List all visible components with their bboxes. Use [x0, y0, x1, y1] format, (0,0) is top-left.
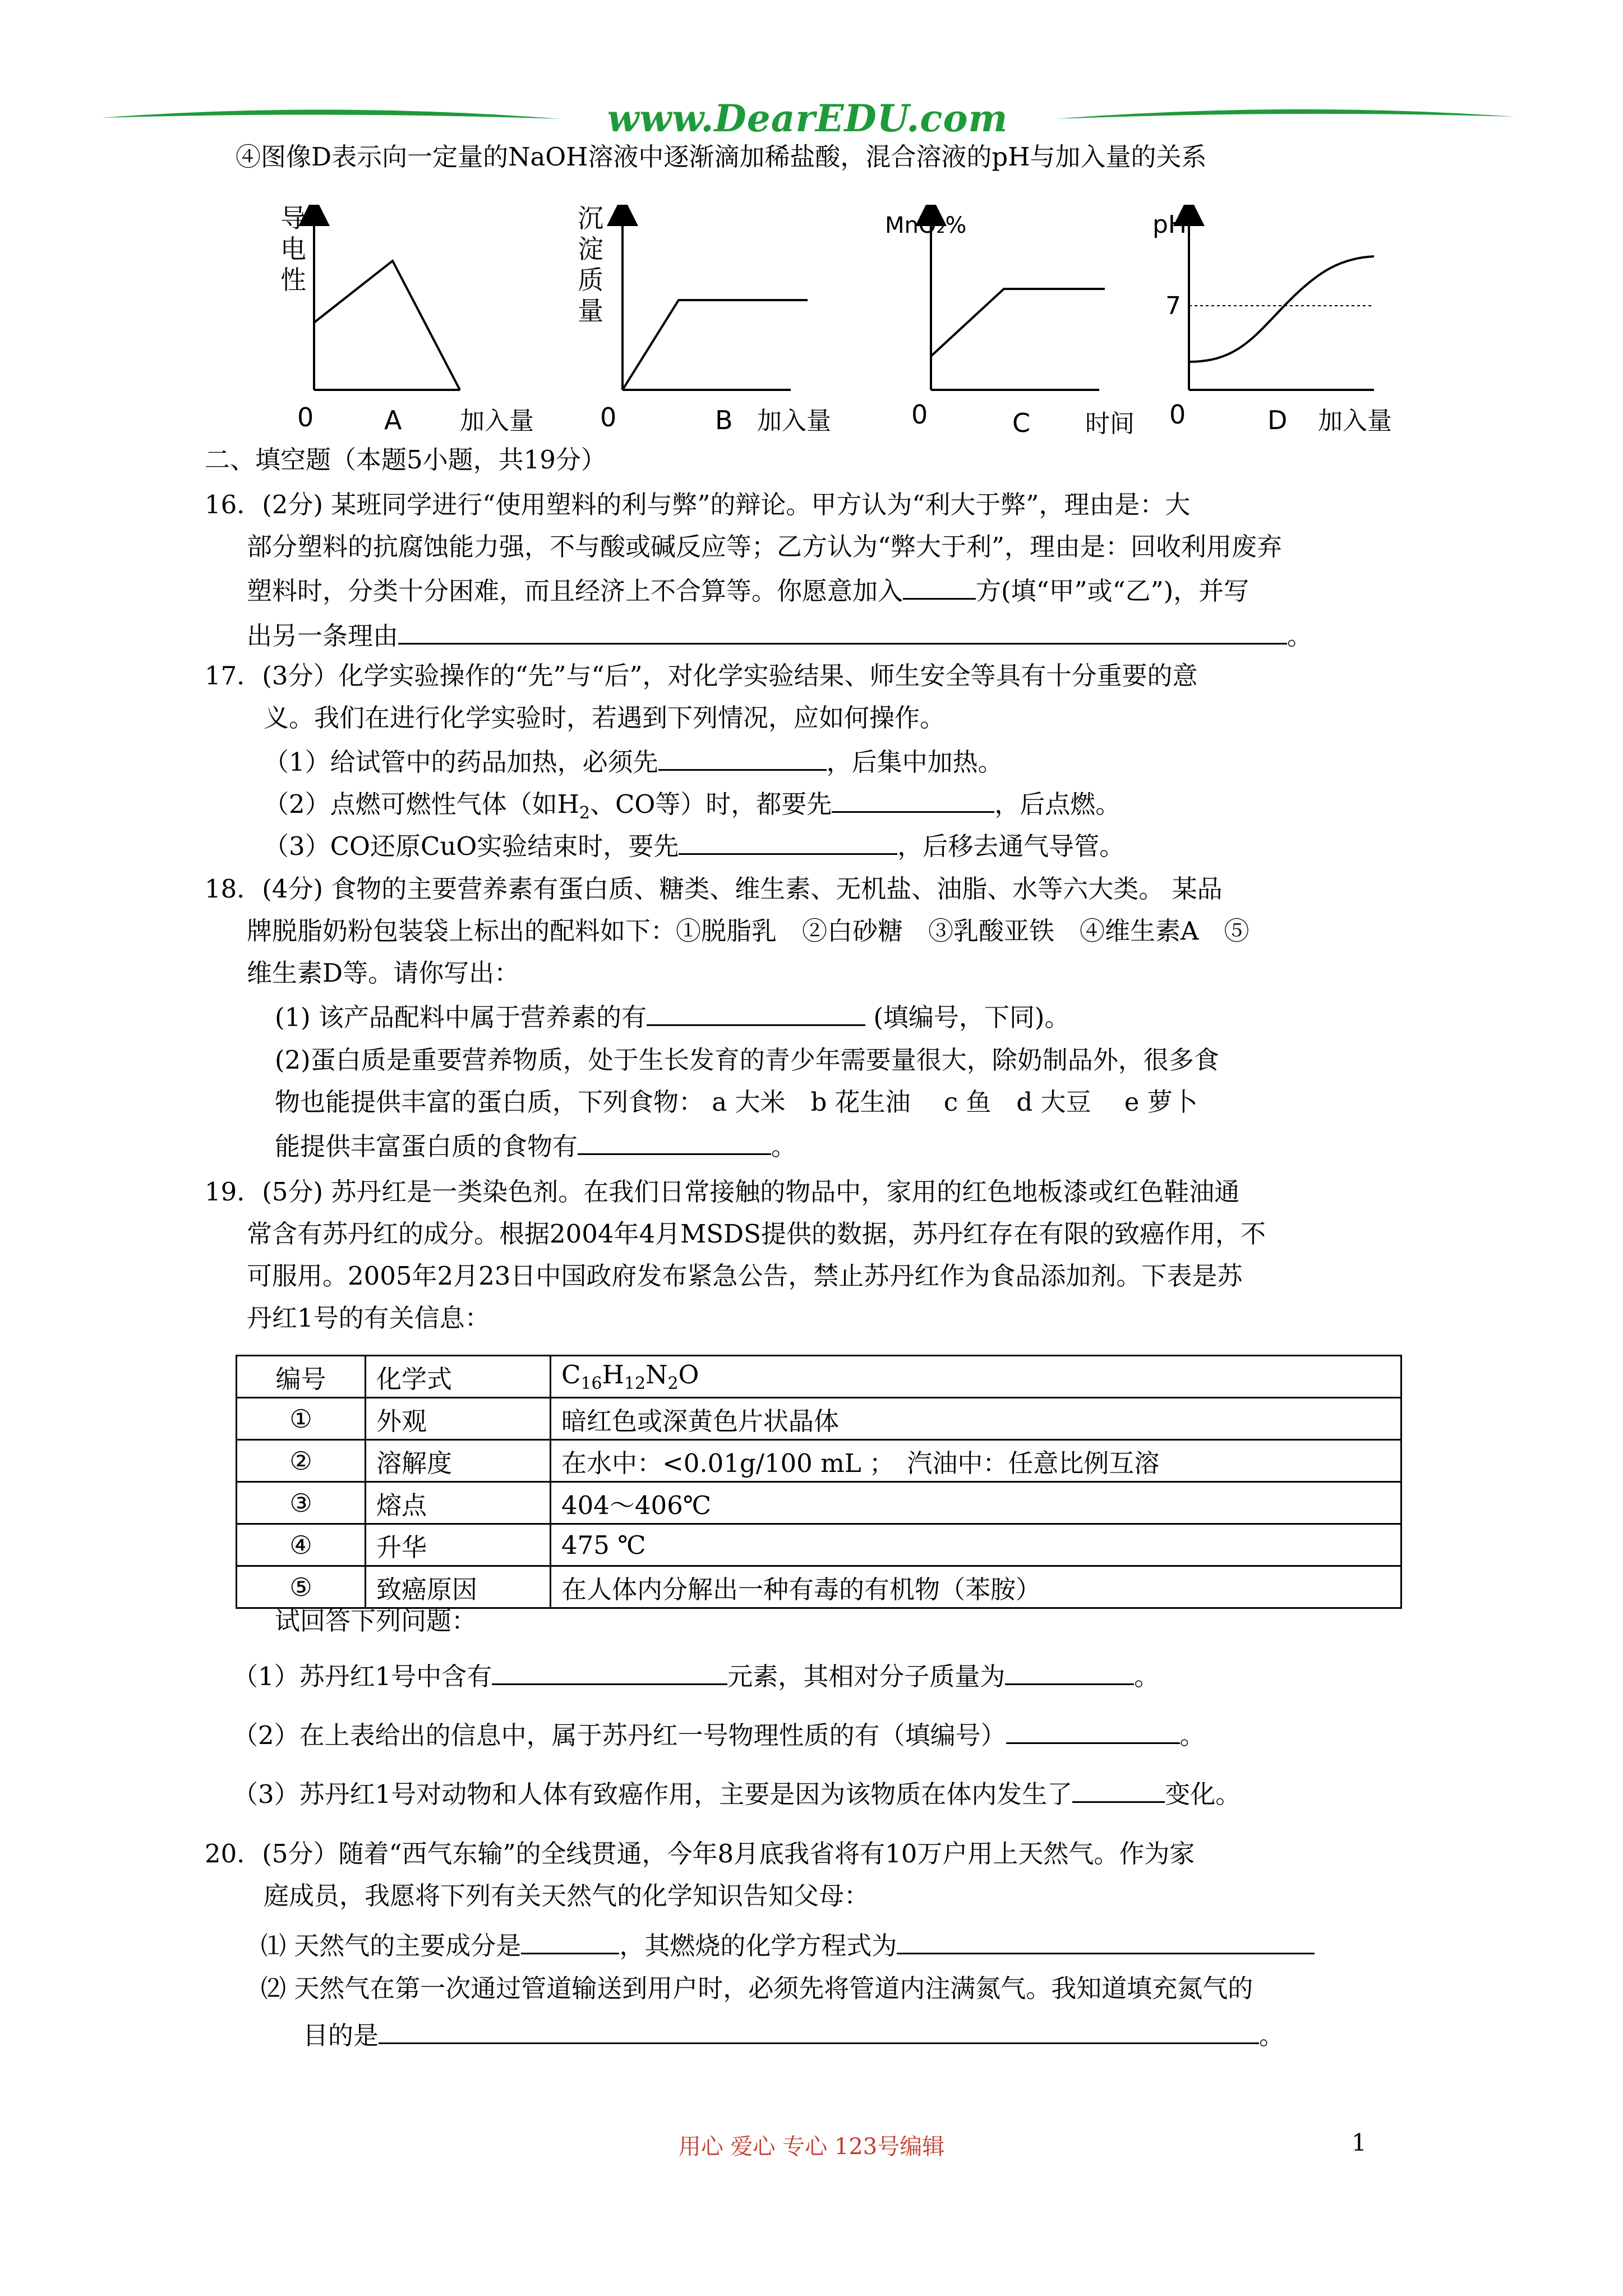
q16-line-3 — [247, 572, 1249, 608]
table-cell-value: 在人体内分解出一种有毒的有机物（苯胺） — [551, 1566, 1401, 1608]
q18-sub-1-text: (1) 该产品配料中属于营养素的有 — [275, 1002, 647, 1032]
q20-line-1: 20．(5分）随着“西气东输”的全线贯通，今年8月底我省将有10万户用上天然气。作为家 — [205, 1839, 1195, 1869]
q20-sub-1 — [261, 1927, 1315, 1963]
graph-a — [280, 205, 594, 440]
q19-elements-blank[interactable] — [492, 1658, 727, 1685]
q20-line-2: 庭成员，我愿将下列有关天然气的化学知识告知父母： — [264, 1881, 870, 1911]
q17-sub-3 — [264, 827, 1124, 863]
q17-sub-1-blank[interactable] — [658, 743, 827, 771]
graph-b-ylabel-2: 淀 — [578, 234, 603, 264]
q19-change-blank[interactable] — [1072, 1775, 1165, 1803]
q19-ask: 试回答下列问题： — [275, 1606, 477, 1636]
q17-line-2: 义。我们在进行化学实验时，若遇到下列情况，应如何操作。 — [264, 703, 946, 733]
table-row — [237, 1398, 1401, 1440]
graph-c-origin: 0 — [911, 399, 928, 430]
intro-line: ④图像D表示向一定量的NaOH溶液中逐渐滴加稀盐酸，混合溶液的pH与加入量的关系 — [236, 142, 1207, 172]
table-header-formula-label: 化学式 — [366, 1356, 551, 1398]
graph-d-xlabel: 加入量 — [1318, 407, 1392, 435]
table-cell-value: 暗红色或深黄色片状晶体 — [551, 1398, 1401, 1440]
q16-line-4-tail: 。 — [1287, 621, 1313, 651]
q17-sub-2-blank[interactable] — [832, 785, 994, 813]
graph-b-ylabel-4: 量 — [578, 296, 603, 326]
q18-sub-1-blank[interactable] — [647, 999, 865, 1026]
q20-sub-1-text: ⑴ 天然气的主要成分是 — [261, 1931, 522, 1961]
table-cell-number: ② — [237, 1440, 366, 1482]
graph-a-ylabel-1: 导 — [280, 205, 306, 233]
q16-line-4-text: 出另一条理由 — [247, 621, 399, 651]
graph-b-origin: 0 — [600, 402, 617, 432]
q19-sub-2-text: （2）在上表给出的信息中，属于苏丹红一号物理性质的有（填编号） — [233, 1720, 1006, 1750]
q19-line-3: 可服用。2005年2月23日中国政府发布紧急公告，禁止苏丹红作为食品添加剂。下表是苏 — [247, 1261, 1243, 1291]
table-cell-number: ① — [237, 1398, 366, 1440]
graph-d — [1150, 205, 1441, 440]
q16-line-4 — [247, 617, 1312, 653]
graph-d-letter: D — [1267, 405, 1288, 435]
q17-sub-1-text: （1）给试管中的药品加热，必须先 — [264, 747, 658, 777]
q19-sub-3-tail: 变化。 — [1165, 1779, 1241, 1809]
table-cell-number: ③ — [237, 1482, 366, 1524]
q19-sub-2 — [233, 1717, 1205, 1752]
q17-sub-1 — [264, 743, 1003, 779]
page-number: 1 — [1352, 2129, 1367, 2156]
table-header-number: 编号 — [237, 1356, 366, 1398]
q19-physical-blank[interactable] — [1006, 1717, 1180, 1744]
q19-line-4: 丹红1号的有关信息： — [247, 1303, 490, 1333]
q17-sub-2-text: （2）点燃可燃性气体（如H — [264, 789, 579, 819]
site-logo[interactable]: www.DearEDU.com — [607, 96, 1008, 140]
graph-c-curve — [931, 289, 1105, 356]
graph-b-curve — [623, 300, 808, 390]
table-cell-property: 致癌原因 — [366, 1566, 551, 1608]
graph-b-ylabel-1: 沉 — [578, 205, 603, 233]
table-row — [237, 1482, 1401, 1524]
q20-sub-2-line-2 — [303, 2017, 1284, 2053]
q17-sub-2-subscript: 2 — [579, 803, 590, 823]
q20-sub-2-line-2-text: 目的是 — [303, 2021, 379, 2050]
q18-sub-2-line-2: 物也能提供丰富的蛋白质，下列食物： a 大米 b 花生油 c 鱼 d 大豆 e 萝卜 — [275, 1087, 1198, 1117]
table-cell-value: 404～406℃ — [551, 1482, 1401, 1524]
q20-sub-2-line-2-tail: 。 — [1259, 2021, 1285, 2050]
table-cell-property: 溶解度 — [366, 1440, 551, 1482]
q17-line-1: 17．(3分）化学实验操作的“先”与“后”，对化学实验结果、师生安全等具有十分重要的意 — [205, 661, 1198, 691]
q16-line-2: 部分塑料的抗腐蚀能力强，不与酸或碱反应等；乙方认为“弊大于利”，理由是：回收利用废弃 — [247, 532, 1283, 562]
table-header-formula: $C_{16}H_{12}N_2O$ — [551, 1356, 1401, 1398]
graph-b-letter: B — [715, 405, 733, 435]
q19-sub-1-text: （1）苏丹红1号中含有 — [233, 1662, 492, 1691]
q19-sub-1-text-2: 元素，其相对分子质量为 — [727, 1662, 1006, 1691]
q17-sub-3-tail: ，后移去通气导管。 — [897, 831, 1125, 861]
table-cell-value: 475 ℃ — [551, 1524, 1401, 1566]
q18-line-1: 18．(4分) 食物的主要营养素有蛋白质、糖类、维生素、无机盐、油脂、水等六大类。 某品 — [205, 874, 1223, 904]
graph-d-origin: 0 — [1169, 399, 1186, 430]
q20-purpose-blank[interactable] — [379, 2017, 1259, 2044]
q20-component-blank[interactable] — [521, 1927, 619, 1954]
q17-sub-2-tail: ，后点燃。 — [994, 789, 1121, 819]
graph-b-xlabel: 加入量 — [757, 407, 831, 435]
graph-d-ylabel: pH — [1152, 210, 1187, 239]
q18-sub-1-tail: (填编号，下同)。 — [865, 1002, 1070, 1032]
footer-text: 用心 爱心 专心 123号编辑 — [678, 2134, 945, 2160]
q19-line-2: 常含有苏丹红的成分。根据2004年4月MSDS提供的数据，苏丹红存在有限的致癌作用，不 — [247, 1219, 1266, 1249]
table-row — [237, 1566, 1401, 1608]
q16-reason-blank[interactable] — [398, 617, 1287, 645]
q18-sub-2-line-1: (2)蛋白质是重要营养物质，处于生长发育的青少年需要量很大，除奶制品外，很多食 — [275, 1045, 1219, 1075]
q18-sub-2-line-3-tail: 。 — [771, 1131, 797, 1161]
table-cell-property: 升华 — [366, 1524, 551, 1566]
q19-sub-2-tail: 。 — [1179, 1720, 1205, 1750]
graph-c-ylabel: MnO₂% — [886, 213, 967, 238]
q17-sub-3-text: （3）CO还原CuO实验结束时，要先 — [264, 831, 679, 861]
q17-sub-1-tail: ，后集中加热。 — [826, 747, 1003, 777]
graph-a-letter: A — [384, 405, 402, 435]
table-cell-property: 熔点 — [366, 1482, 551, 1524]
q18-sub-1 — [275, 999, 1069, 1034]
q19-line-1: 19．(5分) 苏丹红是一类染色剂。在我们日常接触的物品中，家用的红色地板漆或红色鞋油通 — [205, 1177, 1240, 1207]
q19-sub-1-tail: 。 — [1134, 1662, 1160, 1691]
q17-sub-3-blank[interactable] — [679, 827, 897, 855]
q18-line-2: 牌脱脂奶粉包装袋上标出的配料如下：①脱脂乳 ②白砂糖 ③乳酸亚铁 ④维生素A ⑤ — [247, 916, 1249, 946]
q19-sub-1 — [233, 1658, 1159, 1694]
q17-sub-2 — [264, 785, 1121, 830]
q19-sub-3 — [233, 1775, 1241, 1811]
graph-a-curve — [314, 261, 460, 390]
table-header-row — [237, 1356, 1401, 1398]
graph-b-ylabel-3: 质 — [578, 265, 603, 295]
graph-d-ytick: 7 — [1165, 292, 1181, 320]
table-row — [237, 1524, 1401, 1566]
q20-sub-1-text-2: ，其燃烧的化学方程式为 — [619, 1931, 897, 1961]
q18-protein-blank[interactable] — [578, 1128, 771, 1155]
graph-a-xlabel: 加入量 — [460, 407, 534, 435]
graph-c-letter: C — [1012, 408, 1031, 438]
table-cell-property: 外观 — [366, 1398, 551, 1440]
q19-sub-3-text: （3）苏丹红1号对动物和人体有致癌作用，主要是因为该物质在体内发生了 — [233, 1779, 1073, 1809]
sudan-red-info-table — [236, 1355, 1402, 1609]
q16-side-blank[interactable] — [903, 572, 976, 600]
graph-a-ylabel-3: 性 — [280, 265, 306, 295]
q20-equation-blank[interactable] — [897, 1927, 1315, 1954]
table-row — [237, 1440, 1401, 1482]
q20-sub-2-line-1: ⑵ 天然气在第一次通过管道输送到用户时，必须先将管道内注满氮气。我知道填充氮气的 — [261, 1973, 1253, 2003]
graph-c-xlabel: 时间 — [1085, 409, 1135, 438]
graph-b — [566, 205, 880, 440]
graph-a-origin: 0 — [297, 402, 314, 432]
section-title: 二、填空题（本题5小题，共19分） — [205, 445, 606, 475]
q18-line-3: 维生素D等。请你写出： — [247, 958, 520, 988]
q18-sub-2-line-3-text: 能提供丰富蛋白质的食物有 — [275, 1131, 578, 1161]
q16-line-3-text: 塑料时，分类十分困难，而且经济上不合算等。你愿意加入 — [247, 576, 903, 606]
table-cell-value: 在水中：<0.01g/100 mL ； 汽油中：任意比例互溶 — [551, 1440, 1401, 1482]
q19-mass-blank[interactable] — [1005, 1658, 1134, 1685]
q16-line-1: 16．(2分) 某班同学进行“使用塑料的利与弊”的辩论。甲方认为“利大于弊”，理由是：大 — [205, 490, 1191, 519]
table-cell-number: ⑤ — [237, 1566, 366, 1608]
graph-a-ylabel-2: 电 — [280, 234, 306, 264]
table-cell-number: ④ — [237, 1524, 366, 1566]
q17-sub-2-text-2: 、CO等）时，都要先 — [589, 789, 832, 819]
q16-line-3-tail: 方(填“甲”或“乙”)，并写 — [976, 576, 1249, 606]
q18-sub-2-line-3 — [275, 1128, 796, 1163]
graph-d-curve — [1189, 256, 1374, 362]
